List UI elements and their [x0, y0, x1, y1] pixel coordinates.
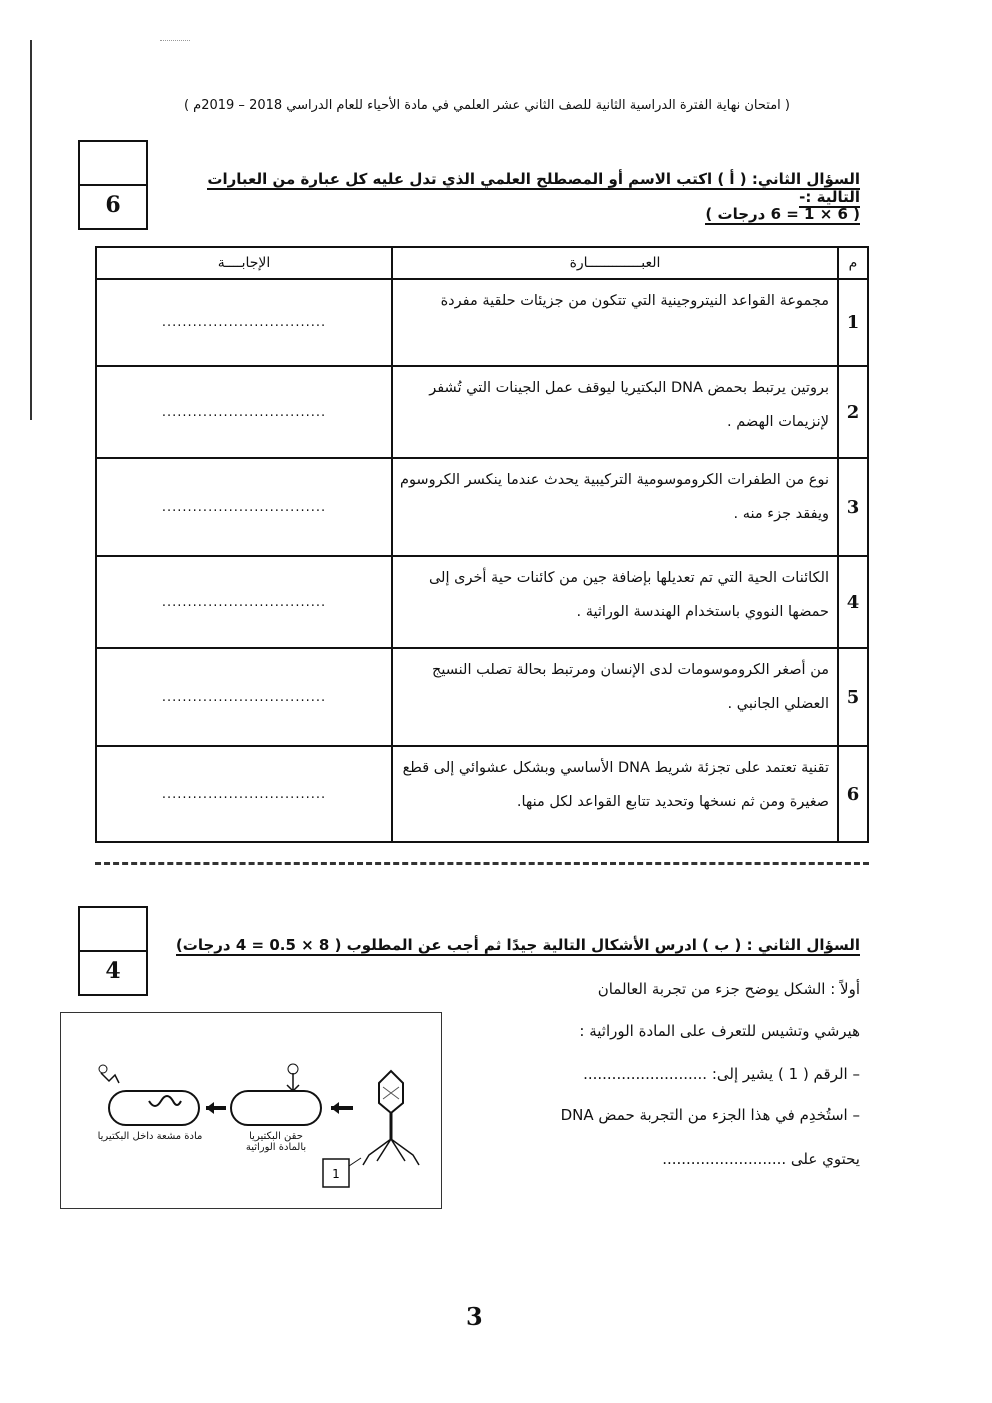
- row-number: 2: [838, 366, 868, 458]
- row-statement: نوع من الطفرات الكروموسومية التركيبية يحدث عندما ينكسر الكروسوم ويفقد جزء منه .: [392, 458, 838, 556]
- table-row: [96, 648, 868, 746]
- part-b-line-3[interactable]: – الرقم ( 1 ) يشير إلى: ..........................: [583, 1065, 860, 1083]
- row-statement: بروتين يرتبط بحمض DNA البكتيريا ليوقف عمل الجينات التي تُشفر لإنزيمات الهضم .: [392, 366, 838, 458]
- table-row: [96, 746, 868, 842]
- row-number: 6: [838, 746, 868, 842]
- label-1-text: 1: [332, 1167, 340, 1181]
- col-num-header: م: [838, 247, 868, 279]
- page-number: 3: [466, 1302, 483, 1331]
- bacterium-middle: [231, 1064, 321, 1125]
- row-statement: الكائنات الحية التي تم تعديلها بإضافة جين من كائنات حية أخرى إلى حمضها النووي باستخدام الهندسة الوراثية .: [392, 556, 838, 648]
- figure-drawing: [61, 1013, 441, 1208]
- part-b-score: 4: [105, 958, 121, 984]
- bacterium-left: [99, 1065, 199, 1125]
- row-statement: من أصغر الكروموسومات لدى الإنسان ومرتبط بحالة تصلب النسيج العضلي الجانبي .: [392, 648, 838, 746]
- answer-blank[interactable]: ................................: [96, 746, 392, 842]
- label-1-box: [323, 1158, 361, 1187]
- part-a-score: 6: [105, 192, 121, 218]
- terms-table: [95, 246, 869, 843]
- row-number: 3: [838, 458, 868, 556]
- left-margin-line: [30, 40, 32, 420]
- row-number: 1: [838, 279, 868, 366]
- table-row: [96, 556, 868, 648]
- table-row: [96, 279, 868, 366]
- col-answer-header: الإجابــــة: [96, 247, 392, 279]
- part-b-title: السؤال الثاني : ( ب ) ادرس الأشكال التالية جيدًا ثم أجب عن المطلوب ( 8 × 0.5 = 4 درجات): [175, 936, 860, 954]
- bacteriophage-icon: [363, 1071, 419, 1165]
- answer-blank[interactable]: ................................: [96, 458, 392, 556]
- part-b-line-5[interactable]: يحتوي على ..........................: [662, 1150, 860, 1168]
- scan-mark: [160, 40, 190, 41]
- answer-blank[interactable]: ................................: [96, 279, 392, 366]
- col-statement-header: العبـــــــــــــارة: [392, 247, 838, 279]
- table-header-row: [96, 247, 868, 279]
- part-b-line-4: – استُخدِم في هذا الجزء من التجربة حمض DNA: [560, 1106, 860, 1124]
- part-a-score-box: [78, 140, 148, 230]
- caption-injection: حقن البكتيريا بالمادة الوراثية: [245, 1131, 307, 1153]
- exam-header: ( امتحان نهاية الفترة الدراسية الثانية للصف الثاني عشر العلمي في مادة الأحياء للعام الدراسي 2018 – 2019م ): [183, 98, 790, 113]
- answer-blank[interactable]: ................................: [96, 556, 392, 648]
- answer-blank[interactable]: ................................: [96, 648, 392, 746]
- part-a-title: السؤال الثاني: ( أ ) اكتب الاسم أو المصطلح العلمي الذي تدل عليه كل عبارة من العبارات التالية :-: [207, 170, 860, 206]
- table-row: [96, 366, 868, 458]
- row-number: 5: [838, 648, 868, 746]
- part-b-score-box: [78, 906, 148, 996]
- answer-blank[interactable]: ................................: [96, 366, 392, 458]
- table-row: [96, 458, 868, 556]
- part-a-marks: ( 6 × 1 = 6 درجات ): [705, 205, 860, 223]
- part-b-line-2: هيرشي وتشيس للتعرف على المادة الوراثية :: [579, 1022, 860, 1040]
- arrow-right: [331, 1102, 353, 1114]
- part-b-line-1: أولاً : الشكل يوضح جزء من تجربة العالمان: [597, 980, 860, 998]
- hershey-chase-figure: [60, 1012, 442, 1209]
- section-divider: [95, 862, 869, 865]
- row-statement: مجموعة القواعد النيتروجينية التي تتكون من جزيئات حلقية مفردة: [392, 279, 838, 366]
- caption-radioactive: مادة مشعة داخل البكتيريا: [97, 1131, 203, 1142]
- row-number: 4: [838, 556, 868, 648]
- row-statement: تقنية تعتمد على تجزئة شريط DNA الأساسي وبشكل عشوائي إلى قطع صغيرة ومن ثم نسخها وتحديد تتابع القواعد لكل منها.: [392, 746, 838, 842]
- arrow-left: [206, 1102, 226, 1114]
